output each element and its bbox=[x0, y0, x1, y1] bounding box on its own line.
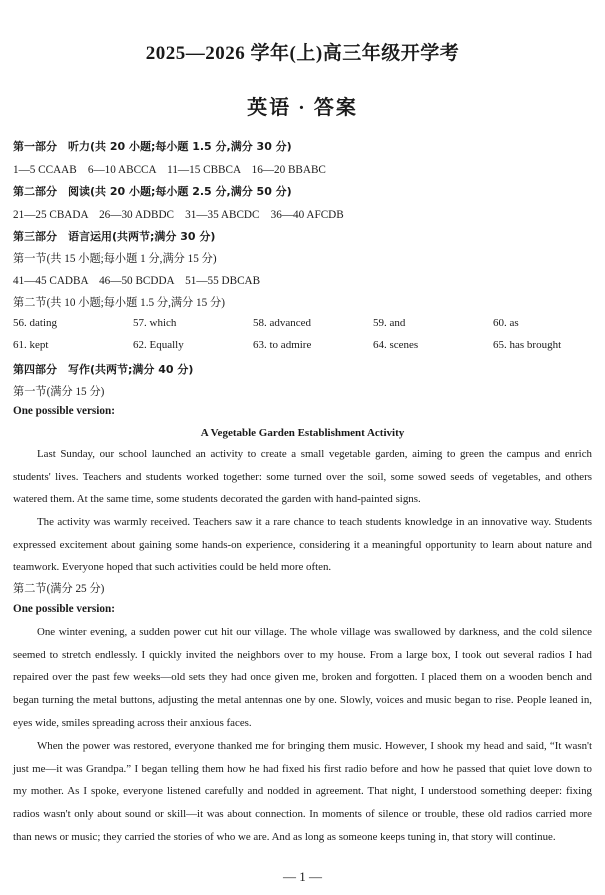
essay2-paragraph-2: When the power was restored, everyone thanked me for bringing them music. However, I shook my head and said, “It wasn't just me—it was Grandpa.” I began telling them how he had fixed his first radio before and how he passed that quiet love down to my mother. As I spoke, everyone listened carefully and nodded in agreement. That night, I understood something deeper: fixing radios wasn't only about sound or skill—it was about connection. In moments of silence or trouble, these old radios carried more than news or music; they carried the stories of who we are. And as long as someone keeps tuning in, that story will continue. bbox=[13, 740, 592, 843]
page-number: — 1 — bbox=[283, 869, 322, 884]
answer-cell: 60. as bbox=[493, 317, 519, 329]
essay1-paragraph-1: Last Sunday, our school launched an activity to create a small vegetable garden, aiming to green the campus and enrich students' lives. Teachers and students worked together: some turned over the soil, some sowed seeds of vegetables, and others watered them. At the same time, some students decorated the garden with hand-painted signs. bbox=[13, 448, 592, 506]
essay-title: A Vegetable Garden Establishment Activity bbox=[200, 427, 405, 439]
part4-section1-heading: 第一节(满分 15 分) bbox=[13, 386, 105, 398]
answer-cell: 59. and bbox=[373, 317, 406, 329]
subject-title: 英语 · 答案 bbox=[247, 97, 358, 119]
answer-cell: 63. to admire bbox=[253, 339, 312, 351]
part4-heading: 第四部分 写作(共两节;满分 40 分) bbox=[13, 363, 194, 376]
essay2-paragraph-1: One winter evening, a sudden power cut hit our village. The whole village was swallowed by darkness, and the cold silence seemed to stretch endlessly. I quickly invited the neighbors over to my house. From a large box, I took out several radios I had repaired over the past few weeks—old sets they had once given me, broken and forgotten. I placed them on a wooden bench and began turning the metal buttons, adjusting the metal antennas one by one. Slowly, voices and music began to rise. People leaned in, eyes wide, smiles spreading across their anxious faces. bbox=[13, 626, 592, 729]
part1-heading: 第一部分 听力(共 20 小题;每小题 1.5 分,满分 30 分) bbox=[13, 140, 292, 153]
part3-heading: 第三部分 语言运用(共两节;满分 30 分) bbox=[13, 230, 216, 243]
essay1-paragraph-2: The activity was warmly received. Teachers saw it a rare chance to teach students knowledge in an innovative way. Students expressed excitement about gaining some hands-on experience, considering it a meaningful opportunity to learn about nature and teamwork. Everyone hoped that such activities could be held more often. bbox=[13, 516, 592, 574]
part3-section1-answers: 41—45 CADBA 46—50 BCDDA 51—55 DBCAB bbox=[13, 275, 261, 287]
part2-heading: 第二部分 阅读(共 20 小题;每小题 2.5 分,满分 50 分) bbox=[13, 185, 292, 198]
part3-section2-heading: 第二节(共 10 小题;每小题 1.5 分,满分 15 分) bbox=[13, 297, 225, 309]
part1-answers: 1—5 CCAAB 6—10 ABCCA 11—15 CBBCA 16—20 BBABC bbox=[13, 164, 326, 176]
part3-section1-heading: 第一节(共 15 小题;每小题 1 分,满分 15 分) bbox=[13, 253, 217, 265]
part4-section2-heading: 第二节(满分 25 分) bbox=[13, 583, 105, 595]
possible-version-label: One possible version: bbox=[13, 405, 115, 417]
answer-cell: 61. kept bbox=[13, 339, 49, 351]
answer-cell: 62. Equally bbox=[133, 339, 184, 351]
answer-cell: 64. scenes bbox=[373, 339, 419, 351]
answer-cell: 65. has brought bbox=[493, 339, 562, 351]
answer-cell: 56. dating bbox=[13, 317, 57, 329]
part2-answers: 21—25 CBADA 26—30 ADBDC 31—35 ABCDC 36—40 AFCDB bbox=[13, 209, 344, 221]
answer-cell: 58. advanced bbox=[253, 317, 312, 329]
answer-cell: 57. which bbox=[133, 317, 177, 329]
exam-title: 2025—2026 学年(上)高三年级开学考 bbox=[145, 43, 460, 64]
possible-version-label: One possible version: bbox=[13, 603, 115, 615]
